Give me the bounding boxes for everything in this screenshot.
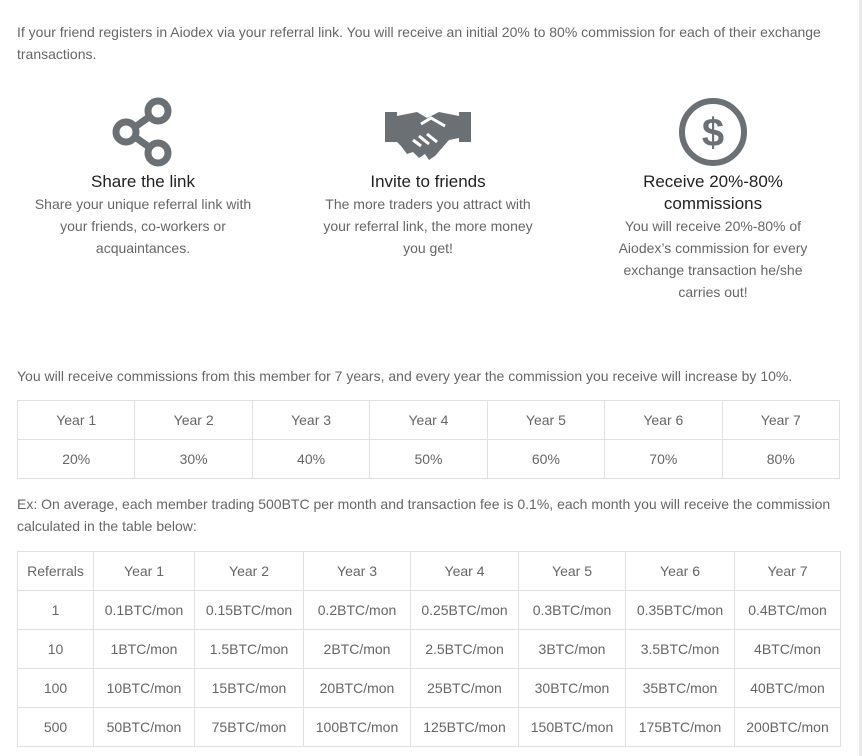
table-cell: 0.15BTC/mon [195,591,304,630]
svg-text:$: $ [701,111,725,155]
table-cell: 60% [487,440,604,479]
table-cell: 40% [252,440,369,479]
table-header-cell: Year 5 [519,552,626,591]
table-cell: 20% [18,440,135,479]
table-header-cell: Year 4 [411,552,519,591]
title-line: commissions [663,194,763,213]
table-cell: 1 [18,591,94,630]
table-row [18,669,841,708]
table-header-cell: Year 6 [605,401,722,440]
table-cell: 125BTC/mon [411,708,519,747]
table-cell: 200BTC/mon [735,708,841,747]
feature-commission [593,96,833,303]
desc-line: your friends, co-workers or [60,218,226,234]
table-cell: 10 [18,630,94,669]
table-cell: 0.4BTC/mon [735,591,841,630]
table-header-cell: Year 3 [252,401,369,440]
feature-share [23,96,263,259]
table-cell: 20BTC/mon [304,669,411,708]
desc-line: You will receive 20%-80% of [624,218,802,234]
intro-text: If your friend registers in Aiodex via your referral link. You will receive an initial 20% to 80% commission for each of their exchange transactions. [17,24,821,62]
desc-line: Aiodex’s commission for every [618,240,808,256]
table-header-cell: Year 3 [304,552,411,591]
feature-invite [308,96,548,259]
table-cell: 15BTC/mon [195,669,304,708]
table-header-cell: Year 7 [722,401,839,440]
commission-duration-note: You will receive commissions from this member for 7 years, and every year the commission you receive will increase by 10%. [17,368,793,384]
desc-line: Share your unique referral link with [34,196,252,212]
table-cell: 0.1BTC/mon [94,591,195,630]
table-row [18,708,841,747]
table-header-cell: Year 1 [18,401,135,440]
table-header-cell: Year 2 [135,401,252,440]
table-header-row [18,401,840,440]
desc-line: your referral link, the more money [323,218,533,234]
table-cell: 50BTC/mon [94,708,195,747]
table-header-cell: Year 4 [370,401,487,440]
table-cell: 30% [135,440,252,479]
table-cell: 70% [605,440,722,479]
table-cell: 50% [370,440,487,479]
feature-description [593,215,833,303]
table-cell: 100 [18,669,94,708]
table-header-cell: Referrals [18,552,94,591]
desc-line: exchange transaction he/she [623,262,803,278]
share-icon [110,96,176,168]
desc-line: acquaintances. [95,240,191,256]
table-row [18,440,840,479]
example-note: Ex: On average, each member trading 500BTC per month and transaction fee is 0.1%, each month you will receive the commission calculated in the table below: [17,496,831,534]
table-header-cell: Year 7 [735,552,841,591]
table-cell: 1.5BTC/mon [195,630,304,669]
table-header-cell: Year 2 [195,552,304,591]
table-cell: 35BTC/mon [626,669,735,708]
table-cell: 4BTC/mon [735,630,841,669]
table-cell: 3BTC/mon [519,630,626,669]
feature-description [308,193,548,259]
table-cell: 2BTC/mon [304,630,411,669]
title-line: Receive 20%-80% [643,172,783,191]
table-cell: 150BTC/mon [519,708,626,747]
table-cell: 40BTC/mon [735,669,841,708]
feature-title: Invite to friends [370,172,486,191]
table-row [18,591,841,630]
feature-title [593,171,833,215]
years-commission-table [17,400,840,479]
table-row [18,630,841,669]
table-cell: 3.5BTC/mon [626,630,735,669]
desc-line: you get! [403,240,453,256]
table-cell: 100BTC/mon [304,708,411,747]
table-cell: 80% [722,440,839,479]
example-commission-table [17,551,841,747]
table-cell: 75BTC/mon [195,708,304,747]
feature-description [23,193,263,259]
handshake-icon [383,96,473,168]
desc-line: carries out! [678,284,748,300]
table-cell: 10BTC/mon [94,669,195,708]
feature-title: Share the link [91,172,195,191]
table-cell: 2.5BTC/mon [411,630,519,669]
table-header-cell: Year 1 [94,552,195,591]
table-cell: 25BTC/mon [411,669,519,708]
table-cell: 1BTC/mon [94,630,195,669]
table-header-cell: Year 5 [487,401,604,440]
table-cell: 0.35BTC/mon [626,591,735,630]
table-cell: 0.2BTC/mon [304,591,411,630]
table-cell: 0.25BTC/mon [411,591,519,630]
dollar-icon [677,96,749,168]
desc-line: The more traders you attract with [325,196,531,212]
table-cell: 500 [18,708,94,747]
table-cell: 30BTC/mon [519,669,626,708]
table-cell: 0.3BTC/mon [519,591,626,630]
table-header-cell: Year 6 [626,552,735,591]
table-header-row [18,552,841,591]
table-cell: 175BTC/mon [626,708,735,747]
